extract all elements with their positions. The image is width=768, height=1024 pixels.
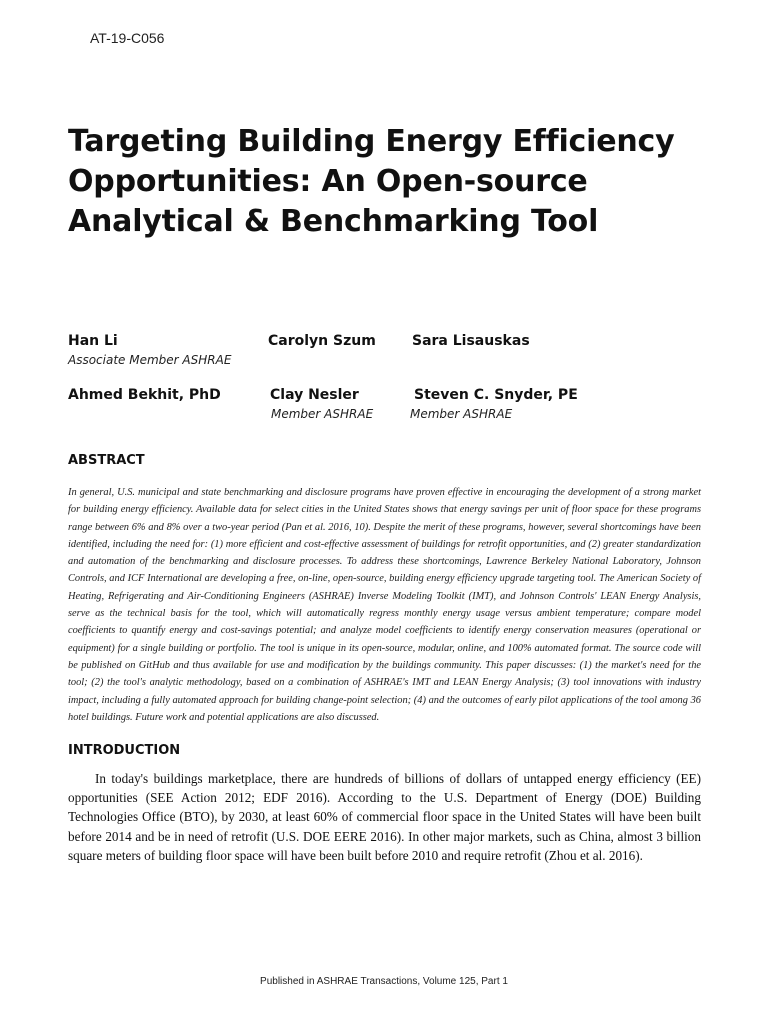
author-name: Han Li (68, 333, 118, 349)
author-name: Steven C. Snyder, PE (414, 387, 578, 403)
introduction-text: In today's buildings marketplace, there are hundreds of billions of dollars of untapped energy efficiency (EE) opportunities (SEE Action 2012; EDF 2016). According to the U.S. Department of Energy (DOE) Building Technologies Office (BTO), by 2030, at least 60% of commercial floor space in the United States will have been built before 2014 and be in need of retrofit (U.S. DOE EERE 2016). In other major markets, such as China, almost 3 billion square meters of building floor space will have been built before 2010 and require retrofit (Zhou et al. 2016). (68, 771, 701, 863)
author-name: Carolyn Szum (268, 333, 376, 349)
introduction-heading: INTRODUCTION (68, 743, 181, 758)
author-name: Ahmed Bekhit, PhD (68, 387, 221, 403)
author-affiliation: Member ASHRAE (410, 407, 513, 421)
abstract-text: In general, U.S. municipal and state benchmarking and disclosure programs have proven effective in encouraging the development of a strong market for building energy efficiency. Available data for select cities in the United States shows that energy savings per unit of floor space for these programs range between 6% and 8% over a two-year period (Pan et al. 2016, 10). Despite the merit of these programs, however, several shortcomings have been identified, including the need for: (1) more efficient and cost-effective assessment of buildings for retrofit opportunities, and (2) greater standardization and automation of the benchmarking and disclosure processes. To address these shortcomings, Lawrence Berkeley National Laboratory, Johnson Controls, and ICF International are developing a free, on-line, open-source, building energy efficiency upgrade targeting tool. The American Society of Heating, Refrigerating and Air-Conditioning Engineers (ASHRAE) Inverse Modeling Toolkit (IMT), and Johnson Controls' LEAN Energy Analysis, serve as the technical basis for the tool, which will automatically regress monthly energy usage versus ambient temperature; compare model coefficients to quantify energy and cost-savings potential; and analyze model coefficients to identify energy conservation measures (operational or equipment) for a single building or portfolio. The tool is unique in its open-source, modular, online, and 100% automated format. The source code will be published on GitHub and thus available for use and modification by the buildings community. This paper discusses: (1) the market's need for the tool; (2) the tool's analytic methodology, based on a combination of ASHRAE's IMT and LEAN Energy Analysis; (3) tool innovations with industry impact, including a fully automated approach for building change-point selection; (4) and the outcomes of early pilot applications of the tool among 36 hotel buildings. Future work and potential applications are also discussed. (68, 487, 701, 723)
author-affiliation: Member ASHRAE (271, 407, 374, 421)
publication-footer: Published in ASHRAE Transactions, Volume 125, Part 1 (260, 976, 508, 987)
author-affiliation: Associate Member ASHRAE (68, 353, 232, 367)
paper-title: Targeting Building Energy Efficiency Opportunities: An Open-source Analytical & Benchmarking Tool (68, 124, 675, 239)
abstract-heading: ABSTRACT (68, 453, 145, 468)
paper-id: AT-19-C056 (90, 30, 165, 46)
author-name: Sara Lisauskas (412, 333, 530, 349)
author-name: Clay Nesler (270, 387, 359, 403)
